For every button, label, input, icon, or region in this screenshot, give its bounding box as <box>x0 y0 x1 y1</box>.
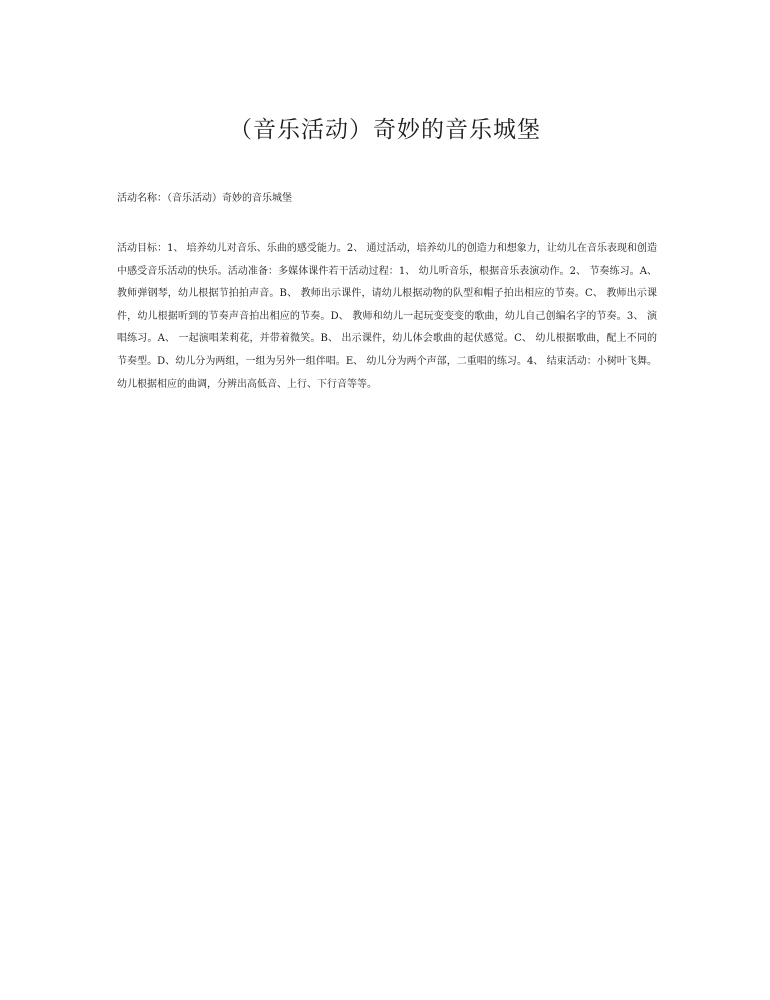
document-title: （音乐活动）奇妙的音乐城堡 <box>229 117 541 143</box>
activity-name-line: 活动名称：（音乐活动）奇妙的音乐城堡 <box>117 193 292 204</box>
document-body-paragraph: 活动目标：1、 培养幼儿对音乐、乐曲的感受能力。2、 通过活动，培养幼儿的创造力和想象力，让幼儿在音乐表现和创造中感受音乐活动的快乐。活动准备：多媒体课件若干活动过程：1、 幼儿听音乐，根据音乐表演动作。2、 节奏练习。A、 教师弹钢琴，幼儿根据节拍拍声音。B、 教师出示课件，请幼儿根据动物的队型和帽子拍出相应的节奏。C、 教师出示课件，幼儿根据听到的节奏声音拍出相应的节奏。D、 教师和幼儿一起玩变变变的歌曲，幼儿自己创编名字的节奏。3、 演唱练习。A、 一起演唱茉莉花，并带着微笑。B、 出示课件，幼儿体会歌曲的起伏感觉。C、 幼儿根据歌曲，配上不同的节奏型。D、幼儿分为两组，一组为另外一组伴唱。E、 幼儿分为两个声部，二重唱的练习。4、 结束活动：小树叶飞舞。幼儿根据相应的曲调，分辨出高低音、上行、下行音等等。 <box>117 243 657 390</box>
